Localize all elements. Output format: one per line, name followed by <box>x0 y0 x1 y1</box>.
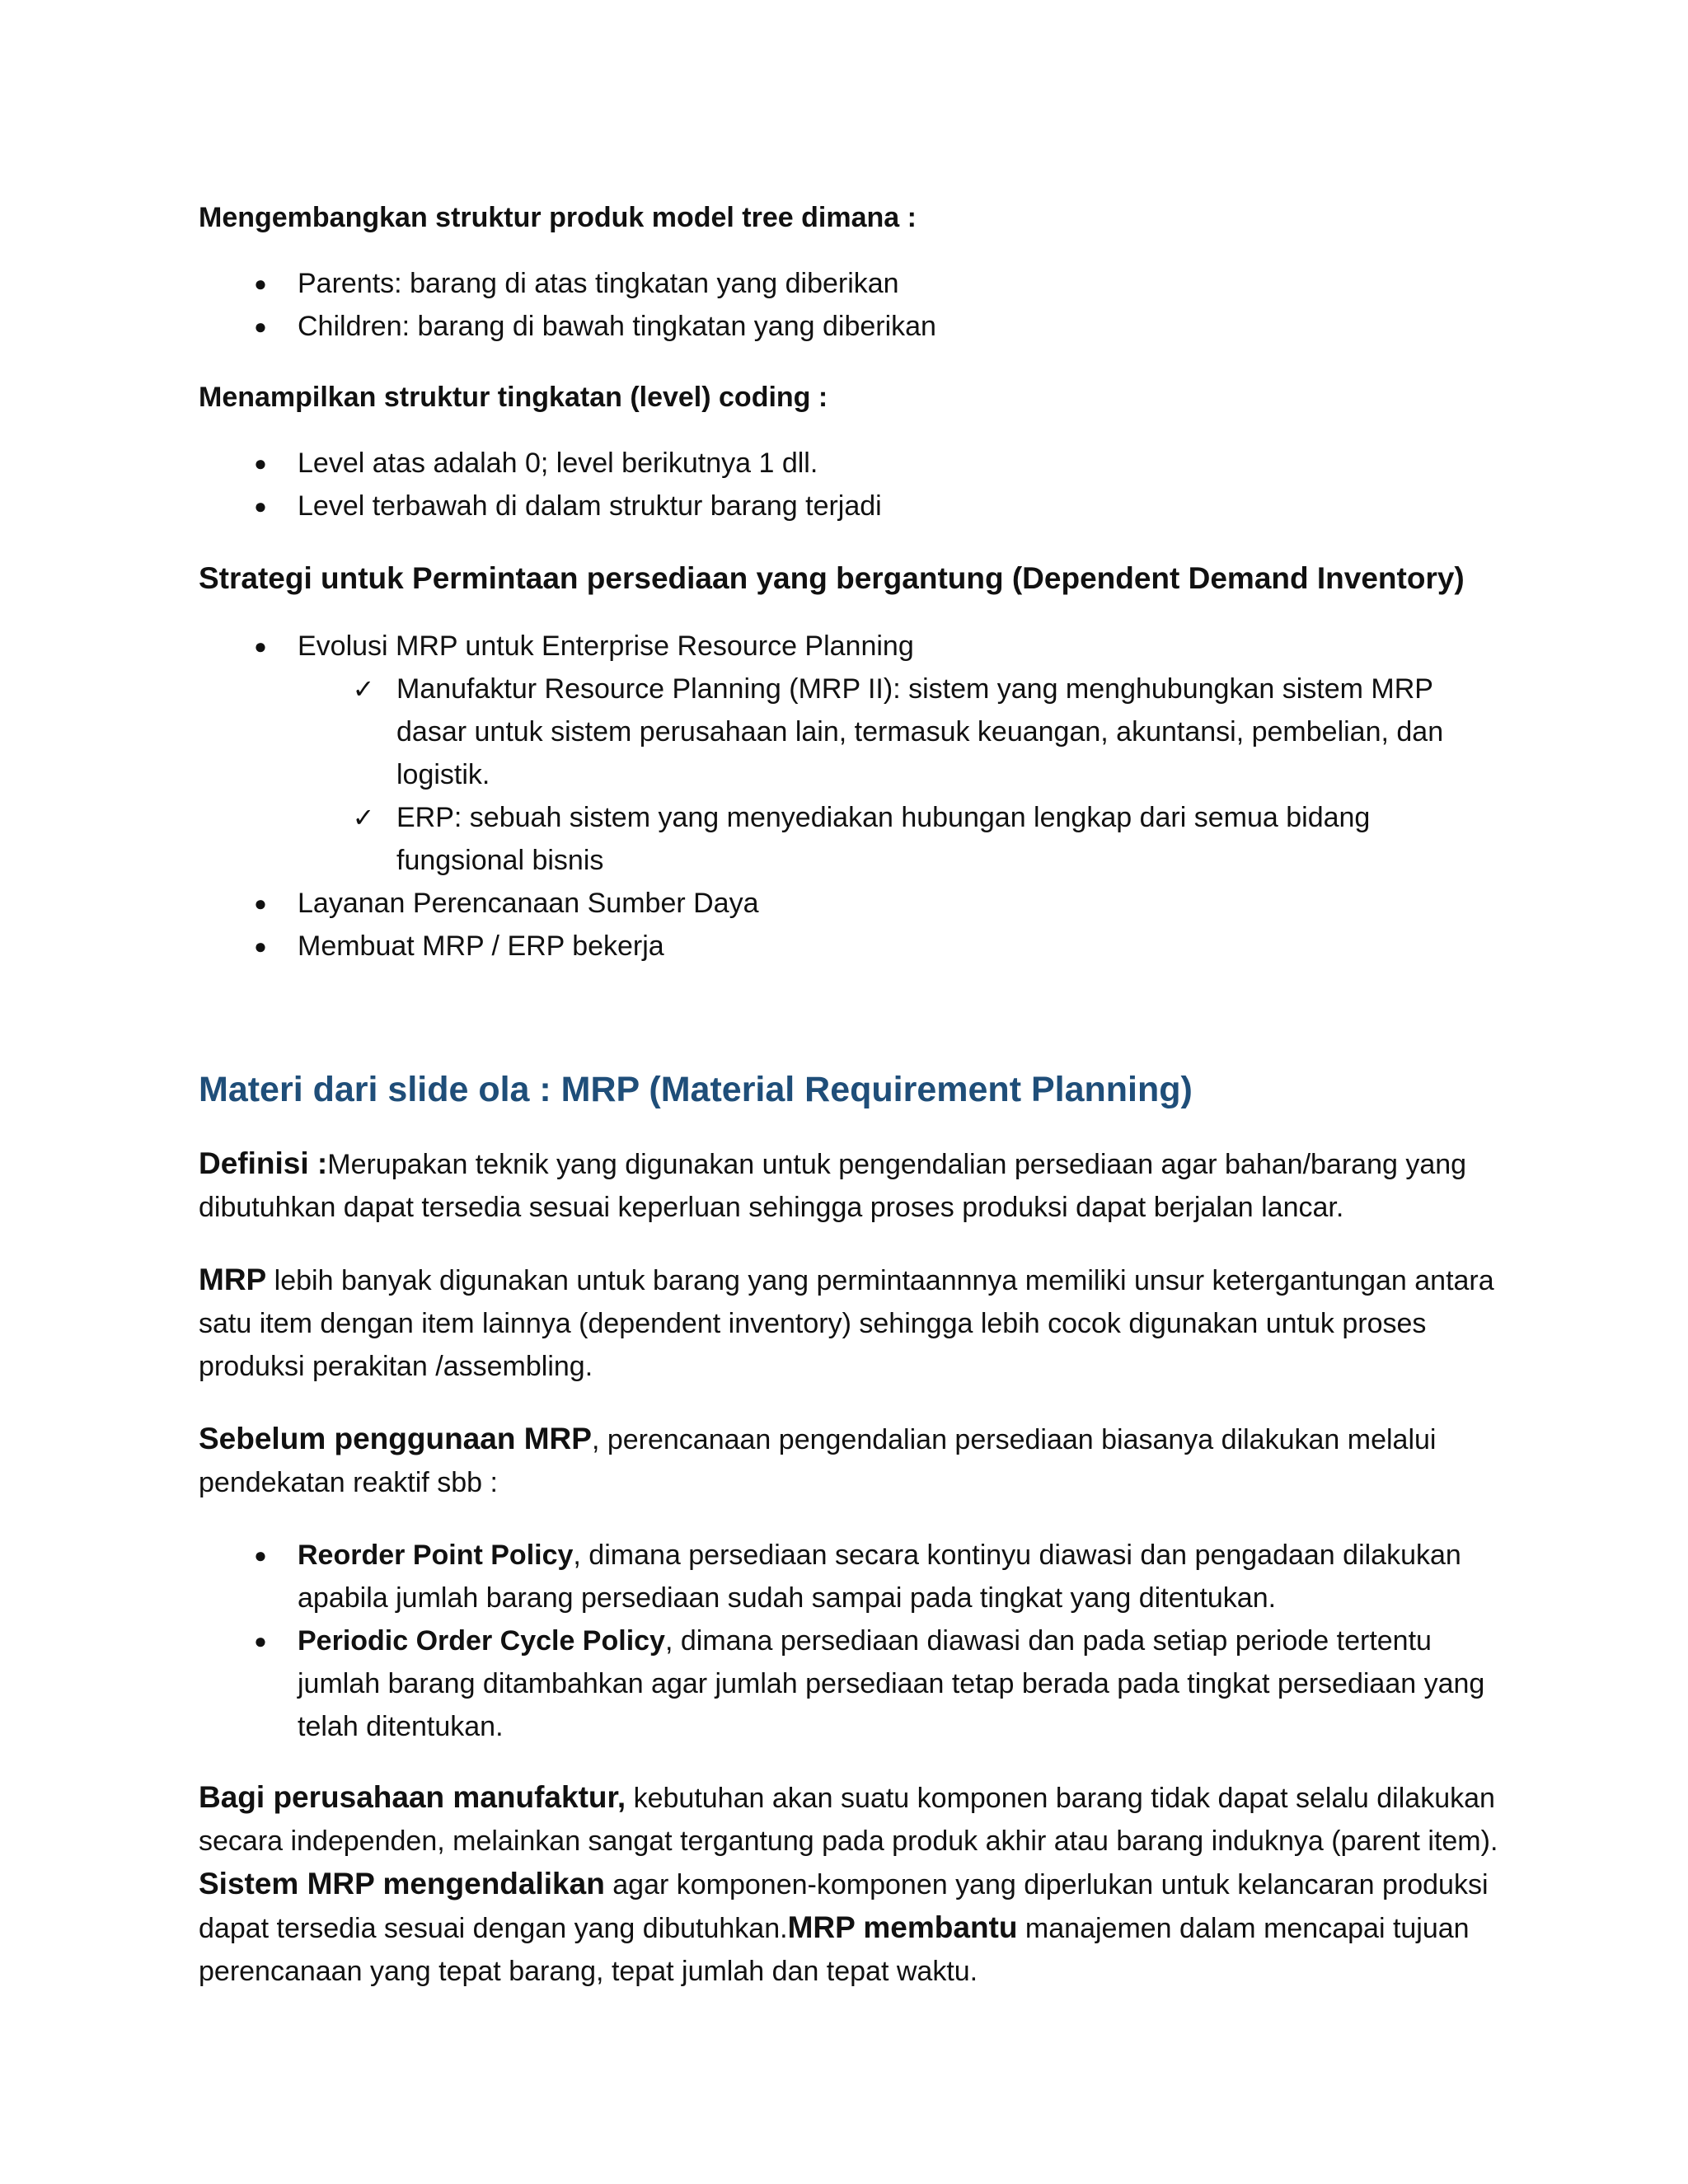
section-label-product-structure: Mengembangkan struktur produk model tree dimana : <box>199 202 917 233</box>
checkmark-icon: ✓ <box>352 674 375 704</box>
list-item <box>199 262 1501 305</box>
sebelum-label: Sebelum penggunaan MRP <box>199 1422 592 1455</box>
product-structure-list <box>199 262 1501 348</box>
list-item <box>199 485 1501 527</box>
section-label-strategy: Strategi untuk Permintaan persediaan yang bergantung (Dependent Demand Inventory) <box>199 561 1465 595</box>
sebelum-paragraph <box>199 1418 1501 1504</box>
list-item <box>199 1619 1501 1748</box>
policy-text: , dimana persediaan diawasi dan pada setiap periode tertentu jumlah barang ditambahkan agar jumlah persediaan tetap berada pada tingkat persediaan yang telah ditentukan. <box>298 1625 1485 1742</box>
list-item-text: Layanan Perencanaan Sumber Daya <box>298 888 759 919</box>
list-item <box>199 442 1501 485</box>
definisi-paragraph <box>199 1142 1501 1229</box>
sebelum-text: , perencanaan pengendalian persediaan biasanya dilakukan melalui pendekatan reaktif sbb : <box>199 1424 1437 1498</box>
bullet-icon: ● <box>254 314 267 339</box>
bullet-icon: ● <box>254 451 267 476</box>
list-item-text: Evolusi MRP untuk Enterprise Resource Planning <box>298 630 914 662</box>
strategy-sub-list <box>298 668 1501 882</box>
bagi-paragraph <box>199 1776 1501 1993</box>
list-item-text: Children: barang di bawah tingkatan yang diberikan <box>298 311 936 342</box>
list-item <box>199 625 1501 882</box>
sub-list-item <box>298 668 1501 796</box>
level-coding-list <box>199 442 1501 527</box>
list-item-text: Level terbawah di dalam struktur barang terjadi <box>298 490 882 522</box>
policy-list <box>199 1534 1501 1748</box>
sub-list-item <box>298 796 1501 882</box>
bullet-icon: ● <box>254 271 267 296</box>
document-page <box>199 196 1501 1993</box>
list-item-text: Parents: barang di atas tingkatan yang diberikan <box>298 268 899 299</box>
section-label-level-coding: Menampilkan struktur tingkatan (level) coding : <box>199 382 828 413</box>
bullet-icon: ● <box>254 891 267 916</box>
list-item-text: Level atas adalah 0; level berikutnya 1 dll. <box>298 448 818 479</box>
bagi-text-2: agar komponen-komponen yang diperlukan untuk kelancaran produksi dapat tersedia sesuai dengan yang dibutuhkan. <box>199 1869 1489 1944</box>
mrp-membantu-label: MRP membantu <box>787 1910 1018 1944</box>
mrp-label: MRP <box>199 1263 267 1296</box>
strategy-list <box>199 625 1501 968</box>
bagi-label: Bagi perusahaan manufaktur, <box>199 1780 626 1814</box>
bagi-text-3: manajemen dalam mencapai tujuan perencanaan yang tepat barang, tepat jumlah dan tepat waktu. <box>199 1913 1470 1987</box>
definisi-text: Merupakan teknik yang digunakan untuk pengendalian persediaan agar bahan/barang yang dibutuhkan dapat tersedia sesuai keperluan sehingga proses produksi dapat berjalan lancar. <box>199 1149 1467 1223</box>
policy-name: Periodic Order Cycle Policy <box>298 1625 665 1657</box>
list-item <box>199 882 1501 925</box>
bullet-icon: ● <box>254 634 267 658</box>
bullet-icon: ● <box>254 934 267 958</box>
sub-list-item-text: Manufaktur Resource Planning (MRP II): sistem yang menghubungkan sistem MRP dasar untuk sistem perusahaan lain, termasuk keuangan, akuntansi, pembelian, dan logistik. <box>396 673 1444 790</box>
definisi-label: Definisi : <box>199 1146 328 1180</box>
checkmark-icon: ✓ <box>352 803 375 832</box>
list-item-text: Membuat MRP / ERP bekerja <box>298 930 664 962</box>
bullet-icon: ● <box>254 1543 267 1568</box>
policy-name: Reorder Point Policy <box>298 1540 574 1571</box>
bullet-icon: ● <box>254 1629 267 1653</box>
bagi-text-1: kebutuhan akan suatu komponen barang tidak dapat selalu dilakukan secara independen, melainkan sangat tergantung pada produk akhir atau barang induknya (parent item). <box>199 1783 1498 1857</box>
mrp-text: lebih banyak digunakan untuk barang yang permintaannnya memiliki unsur ketergantungan antara satu item dengan item lainnya (dependent inventory) sehingga lebih cocok digunakan untuk proses produksi perakitan /assembling. <box>199 1265 1494 1382</box>
mrp-heading: Materi dari slide ola : MRP (Material Requirement Planning) <box>199 1070 1193 1109</box>
mrp-paragraph <box>199 1258 1501 1388</box>
list-item <box>199 1534 1501 1619</box>
list-item <box>199 305 1501 348</box>
sistem-mrp-label: Sistem MRP mengendalikan <box>199 1867 605 1900</box>
sub-list-item-text: ERP: sebuah sistem yang menyediakan hubungan lengkap dari semua bidang fungsional bisnis <box>396 802 1371 876</box>
bullet-icon: ● <box>254 494 267 518</box>
policy-text: , dimana persediaan secara kontinyu diawasi dan pengadaan dilakukan apabila jumlah barang persediaan sudah sampai pada tingkat yang ditentukan. <box>298 1540 1461 1614</box>
list-item <box>199 925 1501 968</box>
